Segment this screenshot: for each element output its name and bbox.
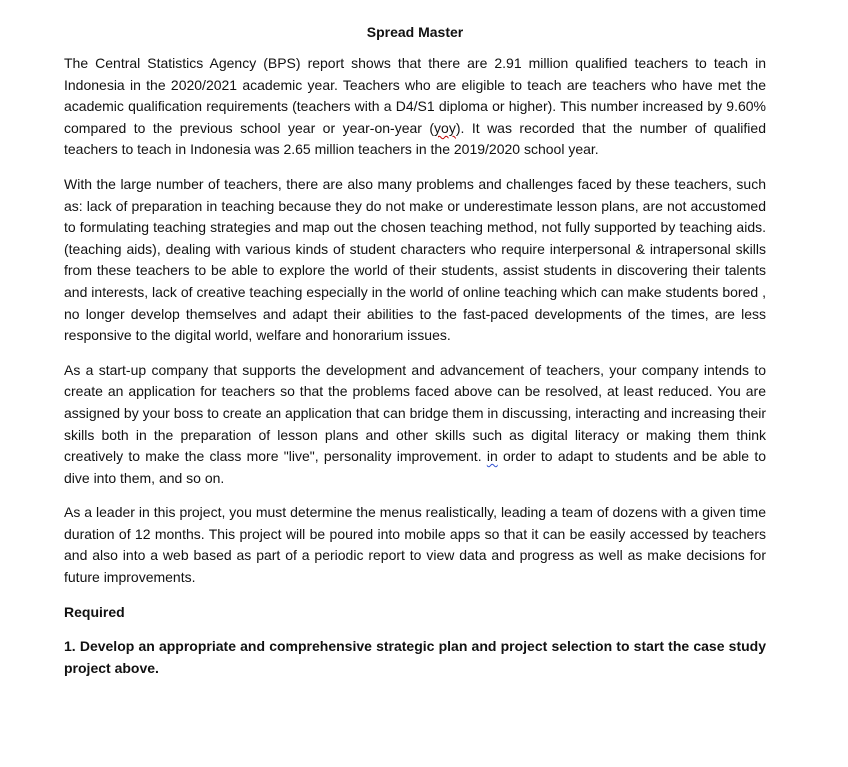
required-heading: Required xyxy=(64,603,125,620)
grammar-flagged-word[interactable]: in xyxy=(486,448,498,465)
paragraph-text: The Central Statistics Agency (BPS) report shows that there are 2.91 million qualified teachers to teach in Indonesia in the 2020/2021 academic year. Teachers who are eligible to teach are teachers who have met the academic qualification requirements (teachers with a D4/S1 diploma or higher). This number increased by 9.60% compared to the previous school year or year-on-year ( xyxy=(64,55,766,136)
spellcheck-flagged-word[interactable]: yoy xyxy=(434,119,456,136)
paragraph-text: order to adapt to students and be able to dive into them, and so on. xyxy=(64,448,766,486)
document-title: Spread Master xyxy=(366,24,464,40)
paragraph-bps-report xyxy=(64,53,766,161)
paragraph-startup-company xyxy=(64,360,766,490)
paragraph-teacher-problems: With the large number of teachers, there are also many problems and challenges faced by these teachers, such as: lack of preparation in teaching because they do not make or underestimate lesson plans, are not accustomed to formulating teaching strategies and map out the chosen teaching method, not fully supported by teaching aids. (teaching aids), dealing with various kinds of student characters who require interpersonal & intrapersonal skills from these teachers to be able to explore the world of their students, assist students in discovering their talents and interests, lack of creative teaching especially in the world of online teaching which can make students bored , no longer develop themselves and adapt their abilities to the fast-paced developments of the times, are less responsive to the digital world, welfare and honorarium issues. xyxy=(64,175,766,344)
document-page xyxy=(64,20,766,679)
question-1: 1. Develop an appropriate and comprehensive strategic plan and project selection to start the case study project above. xyxy=(64,638,766,676)
paragraph-text: As a start-up company that supports the development and advancement of teachers, your company intends to create an application for teachers so that the problems faced above can be resolved, at least reduced. You are assigned by your boss to create an application that can bridge them in discussing, interacting and increasing their skills both in the preparation of lesson plans and other skills such as digital literacy or making them think creatively to make the class more "live", personality improvement. xyxy=(64,361,766,465)
paragraph-project-leader: As a leader in this project, you must determine the menus realistically, leading a team of dozens with a given time duration of 12 months. This project will be poured into mobile apps so that it can be easily accessed by teachers and also into a web based as part of a periodic report to view data and progress as well as make decisions for future improvements. xyxy=(64,504,766,586)
paragraph-text: ). It was recorded that the number of qualified teachers to teach in Indonesia was 2.65 million teachers in the 2019/2020 school year. xyxy=(64,119,766,158)
